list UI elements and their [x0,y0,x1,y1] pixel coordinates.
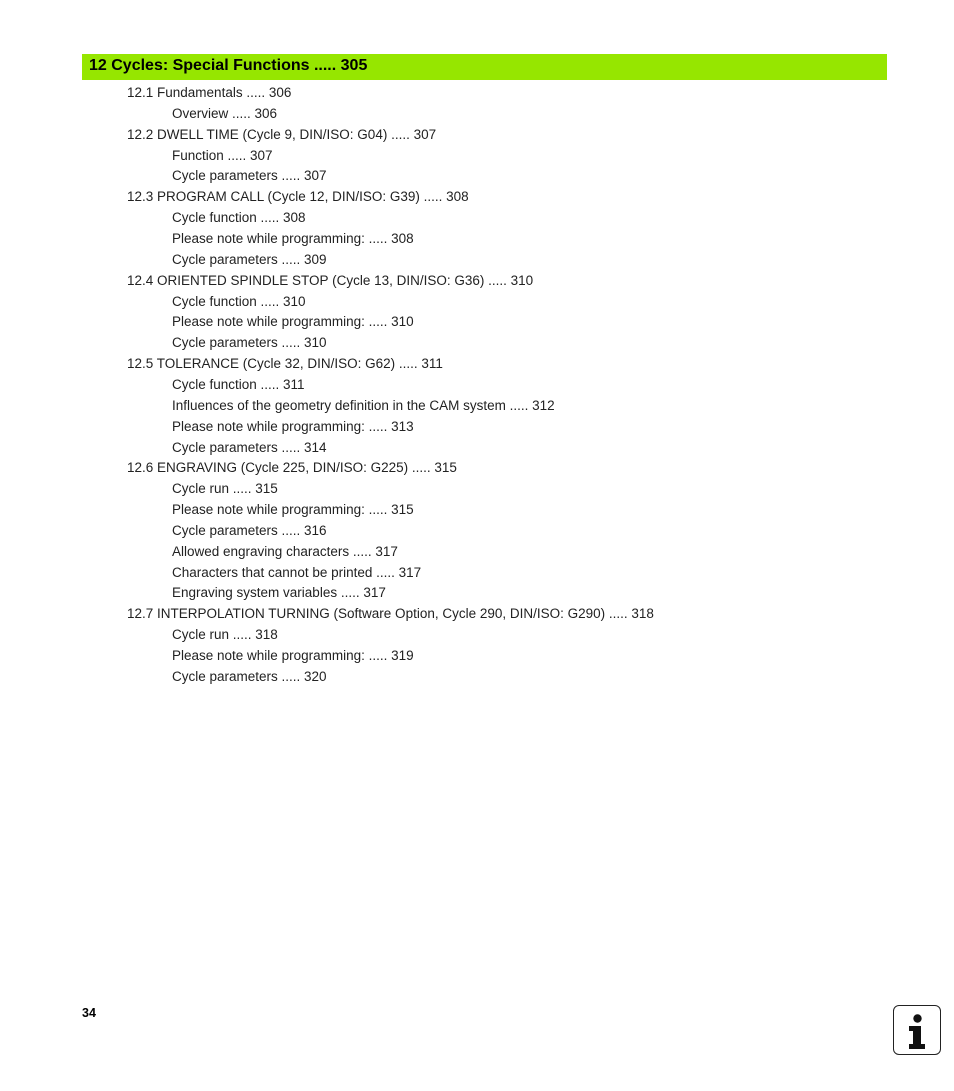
toc-subsection-entry[interactable]: Engraving system variables ..... 317 [172,585,386,601]
toc-subsection-entry[interactable]: Please note while programming: ..... 313 [172,418,414,434]
toc-section-entry[interactable]: 12.2 DWELL TIME (Cycle 9, DIN/ISO: G04) ..... 307 [127,126,437,142]
toc-subsection-entry[interactable]: Cycle parameters ..... 309 [172,251,327,267]
toc-section-entry[interactable]: 12.4 ORIENTED SPINDLE STOP (Cycle 13, DIN/ISO: G36) ..... 310 [127,272,534,288]
toc-subsection-entry[interactable]: Cycle function ..... 308 [172,210,306,226]
toc-subsection-entry[interactable]: Characters that cannot be printed ..... 317 [172,564,422,580]
toc-subsection-entry[interactable]: Cycle parameters ..... 316 [172,522,327,538]
chapter-title: 12 Cycles: Special Functions ..... 305 [89,57,368,74]
toc-subsection-entry[interactable]: Cycle run ..... 315 [172,481,278,497]
chapter-header-bar [82,54,887,80]
toc-subsection-entry[interactable]: Allowed engraving characters ..... 317 [172,543,398,559]
info-icon [893,1005,941,1055]
toc-subsection-entry[interactable]: Cycle parameters ..... 310 [172,335,327,351]
toc-section-entry[interactable]: 12.3 PROGRAM CALL (Cycle 12, DIN/ISO: G39) ..... 308 [127,189,469,205]
toc-subsection-entry[interactable]: Please note while programming: ..... 315 [172,502,414,517]
toc-subsection-entry[interactable]: Influences of the geometry definition in the CAM system ..... 312 [172,397,555,413]
toc-section-entry[interactable]: 12.1 Fundamentals ..... 306 [127,85,292,100]
toc-subsection-entry[interactable]: Overview ..... 306 [172,105,278,121]
toc-subsection-entry[interactable]: Cycle parameters ..... 320 [172,668,327,684]
toc-section-entry[interactable]: 12.5 TOLERANCE (Cycle 32, DIN/ISO: G62) ..... 311 [127,356,443,372]
toc-subsection-entry[interactable]: Cycle function ..... 310 [172,293,306,309]
toc-subsection-entry[interactable]: Please note while programming: ..... 308 [172,231,414,246]
page-number: 34 [82,1006,96,1020]
toc-subsection-entry[interactable]: Cycle function ..... 311 [172,376,305,392]
toc-subsection-entry[interactable]: Cycle parameters ..... 307 [172,168,327,184]
toc-subsection-entry[interactable]: Function ..... 307 [172,147,273,163]
toc-section-entry[interactable]: 12.6 ENGRAVING (Cycle 225, DIN/ISO: G225) ..... 315 [127,460,457,476]
toc-subsection-entry[interactable]: Please note while programming: ..... 310 [172,314,414,330]
toc-subsection-entry[interactable]: Cycle run ..... 318 [172,627,278,643]
toc-section-entry[interactable]: 12.7 INTERPOLATION TURNING (Software Option, Cycle 290, DIN/ISO: G290) ..... 318 [127,606,654,622]
toc-subsection-entry[interactable]: Please note while programming: ..... 319 [172,648,414,663]
toc-subsection-entry[interactable]: Cycle parameters ..... 314 [172,439,327,455]
